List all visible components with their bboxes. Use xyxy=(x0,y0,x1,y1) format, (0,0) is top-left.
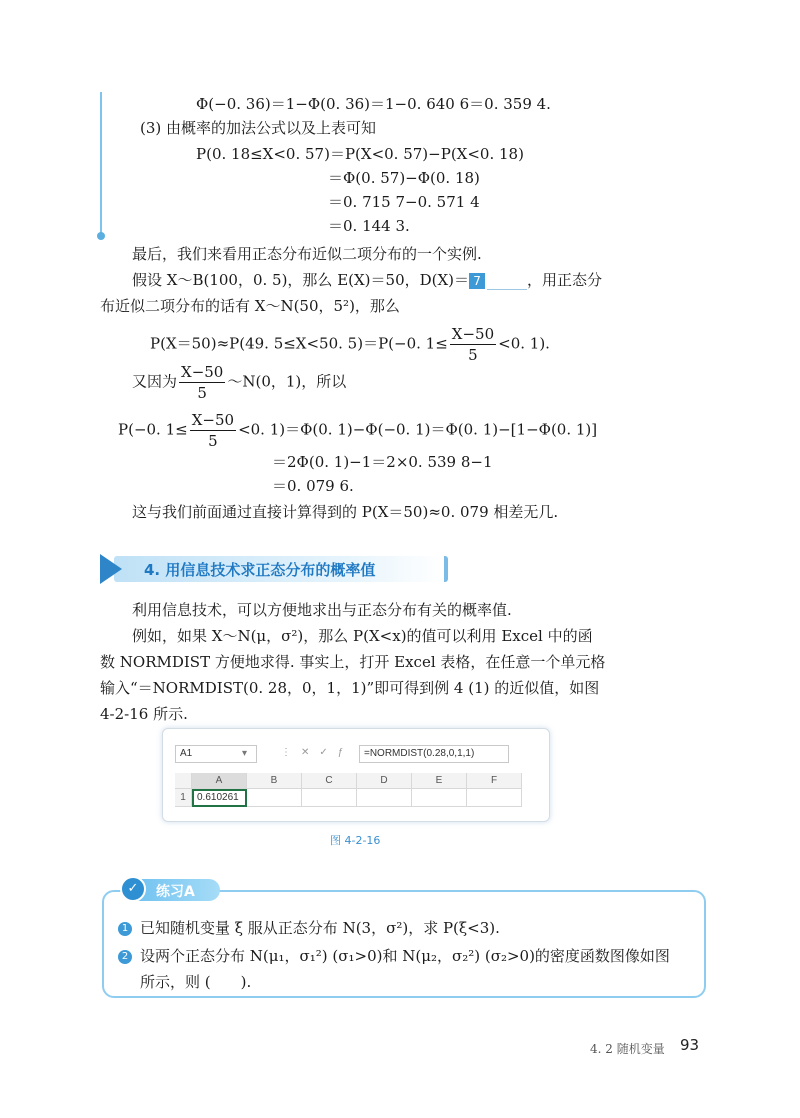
fraction xyxy=(179,362,225,403)
section-paragraph-4: 输入“＝NORMDIST(0. 28，0，1，1)”即可得到例 4 (1) 的近似值，如图 xyxy=(100,679,600,697)
equation-4: ＝0. 079 6. xyxy=(272,477,354,495)
equation-1-pre: P(X＝50)≈P(49. 5≤X<50. 5)＝P(−0. 1≤ xyxy=(150,334,448,353)
section-title: 4. 用信息技术求正态分布的概率值 xyxy=(144,561,376,579)
calc-line-4: ＝Φ(0. 57)−Φ(0. 18) xyxy=(328,169,480,187)
question-1-text: 已知随机变量 ξ 服从正态分布 N(3，σ²)，求 P(ξ<3). xyxy=(140,919,500,937)
section-header xyxy=(100,552,448,586)
because-pre: 又因为 xyxy=(132,372,178,391)
corner-cell xyxy=(175,773,192,789)
name-box-value: A1 xyxy=(180,748,193,759)
chapter-footer: 4. 2 随机变量 xyxy=(590,1042,665,1056)
solution-margin-bar xyxy=(100,92,102,238)
example-line-2-post: ，用正态分 xyxy=(527,271,603,289)
cancel-icon: ✕ xyxy=(301,747,320,758)
column-header: C xyxy=(302,773,357,789)
section-paragraph-1: 利用信息技术，可以方便地求出与正态分布有关的概率值. xyxy=(132,601,512,619)
because-line xyxy=(132,362,346,403)
equation-1-post: <0. 1). xyxy=(498,334,550,353)
example-line-2-pre: 假设 X～B(100，0. 5)，那么 E(X)＝50，D(X)＝ xyxy=(132,271,470,289)
example-line-3: 布近似二项分布的话有 X～N(50，5²)，那么 xyxy=(100,297,400,315)
check-icon: ✓ xyxy=(319,747,338,758)
cell-e1 xyxy=(412,789,467,807)
column-header: E xyxy=(412,773,467,789)
cell-a1: 0.610261 xyxy=(192,789,247,807)
answer-blank xyxy=(487,275,527,290)
column-header: D xyxy=(357,773,412,789)
formula-value: =NORMDIST(0.28,0,1,1) xyxy=(364,748,475,759)
chevron-down-icon: ▾ xyxy=(242,748,248,759)
conclusion: 这与我们前面通过直接计算得到的 P(X＝50)≈0. 079 相差无几. xyxy=(132,503,559,521)
blank-number-badge: 7 xyxy=(469,273,485,289)
equation-2-pre: P(−0. 1≤ xyxy=(118,420,188,439)
exercise-question-2 xyxy=(118,946,670,966)
cell-c1 xyxy=(302,789,357,807)
example-intro: 最后，我们来看用正态分布近似二项分布的一个实例. xyxy=(132,245,482,263)
calc-line-5: ＝0. 715 7−0. 571 4 xyxy=(328,193,480,211)
question-number-badge: 1 xyxy=(118,922,132,936)
calc-line-6: ＝0. 144 3. xyxy=(328,217,410,235)
fraction xyxy=(450,324,496,365)
column-header: F xyxy=(467,773,522,789)
fraction-denominator: 5 xyxy=(468,346,478,364)
formula-bar-icons xyxy=(281,747,353,758)
fraction-denominator: 5 xyxy=(197,384,207,402)
calc-line-1: Φ(−0. 36)＝1−Φ(0. 36)＝1−0. 640 6＝0. 359 4. xyxy=(196,95,551,113)
section-paragraph-3: 数 NORMDIST 方便地求得. 事实上，打开 Excel 表格，在任意一个单元格 xyxy=(100,653,606,671)
example-line-2 xyxy=(132,270,602,290)
page-number: 93 xyxy=(680,1036,700,1054)
name-box xyxy=(175,745,257,763)
excel-screenshot xyxy=(162,728,550,822)
exercise-tag xyxy=(120,876,220,902)
equation-2-post: <0. 1)＝Φ(0. 1)−Φ(−0. 1)＝Φ(0. 1)−[1−Φ(0. 1)] xyxy=(238,420,598,439)
exercise-tag-label: 练习A xyxy=(156,884,195,900)
question-2-text: 设两个正态分布 N(μ₁，σ₁²) (σ₁>0)和 N(μ₂，σ₂²) (σ₂>0)的密度函数图像如图 xyxy=(140,947,670,965)
exercise-question-2-continued: 所示，则 ( ). xyxy=(140,973,252,991)
equation-1 xyxy=(150,324,550,365)
section-arrow-icon xyxy=(100,554,122,584)
section-paragraph-5: 4-2-16 所示. xyxy=(100,705,188,723)
question-number-badge: 2 xyxy=(118,950,132,964)
fraction-numerator: X−50 xyxy=(181,363,224,381)
cell-d1 xyxy=(357,789,412,807)
fraction-denominator: 5 xyxy=(208,432,218,450)
fraction xyxy=(190,410,236,451)
calc-line-3: P(0. 18≤X<0. 57)＝P(X<0. 57)−P(X<0. 18) xyxy=(196,145,524,163)
because-post: ～N(0，1)，所以 xyxy=(227,372,347,391)
cell-b1 xyxy=(247,789,302,807)
solution-margin-bar-end xyxy=(97,232,105,240)
column-header: A xyxy=(192,773,247,789)
check-icon: ✓ xyxy=(120,876,146,902)
colon-icon: ⋮ xyxy=(281,747,301,758)
row-header: 1 xyxy=(175,789,192,807)
column-header: B xyxy=(247,773,302,789)
section-paragraph-2: 例如，如果 X～N(μ，σ²)，那么 P(X<x)的值可以利用 Excel 中的函 xyxy=(132,627,593,645)
fraction-numerator: X−50 xyxy=(191,411,235,429)
figure-caption: 图 4-2-16 xyxy=(330,834,381,847)
cell-f1 xyxy=(467,789,522,807)
equation-2 xyxy=(118,410,597,451)
calc-line-2: (3) 由概率的加法公式以及上表可知 xyxy=(140,119,377,137)
exercise-question-1 xyxy=(118,918,500,938)
fx-icon: ƒ xyxy=(337,747,354,758)
fraction-numerator: X−50 xyxy=(451,325,495,343)
formula-bar xyxy=(359,745,509,763)
equation-3: ＝2Φ(0. 1)−1＝2×0. 539 8−1 xyxy=(272,453,493,471)
